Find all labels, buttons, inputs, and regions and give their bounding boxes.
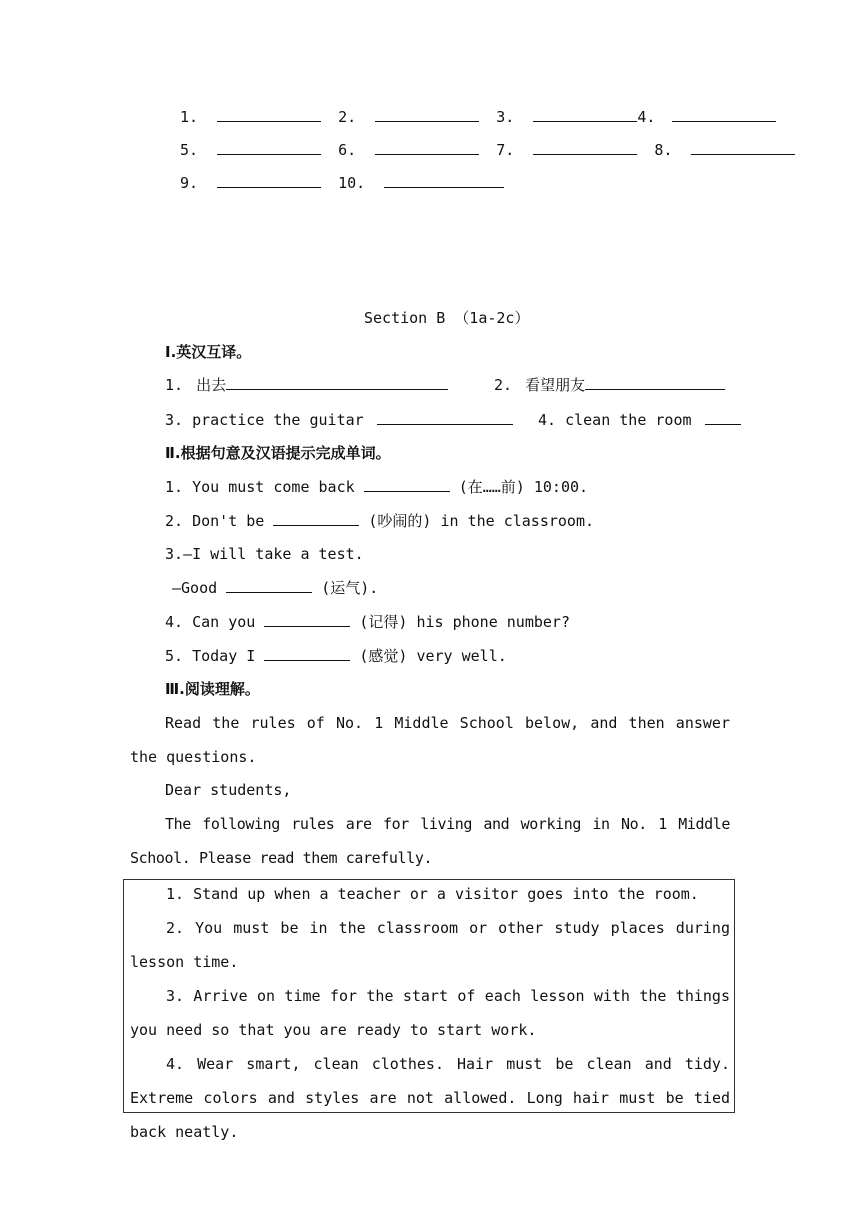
answer-blank[interactable] [585, 375, 725, 390]
item-text: 出去 [196, 376, 227, 394]
answer-blank[interactable] [217, 107, 321, 122]
answer-num: 2. [338, 108, 357, 126]
chinese-hint: (记得) [359, 613, 408, 631]
answer-blank[interactable] [375, 140, 479, 155]
answer-blank[interactable] [691, 140, 795, 155]
answer-num: 7. [496, 141, 515, 159]
part1-heading: Ⅰ.英汉互译。 [165, 343, 252, 361]
part2-item-3-line1 [165, 544, 364, 564]
part3-heading: Ⅲ.阅读理解。 [165, 680, 260, 698]
answer-blank[interactable] [273, 511, 359, 526]
answer-num: 10. [338, 174, 366, 192]
rule-item: 2. You must be in the classroom or other study places during lesson time. [130, 919, 730, 971]
item-text: clean the room [565, 411, 692, 429]
reading-greeting: Dear students, [165, 781, 292, 799]
part1-item-3 [165, 410, 513, 430]
item-text: —Good [172, 579, 218, 597]
part2-item-2 [165, 511, 594, 531]
answer-num: 6. [338, 141, 357, 159]
chinese-hint: (运气). [321, 579, 379, 597]
part2-item-1 [165, 477, 588, 497]
answer-blank[interactable] [533, 140, 637, 155]
item-text: Can you [192, 613, 256, 631]
item-text: —I will take a test. [183, 545, 364, 563]
answer-blank[interactable] [375, 107, 479, 122]
item-num: 4. [165, 613, 184, 631]
part2-heading: Ⅱ.根据句意及汉语提示完成单词。 [165, 444, 391, 462]
item-text: in the classroom. [440, 512, 595, 530]
answer-row-1 [180, 107, 776, 127]
answer-blank[interactable] [217, 173, 321, 188]
answer-blank[interactable] [264, 612, 350, 627]
answer-blank[interactable] [217, 140, 321, 155]
answer-blank[interactable] [672, 107, 776, 122]
part2-item-4 [165, 612, 570, 632]
part1-item-4 [538, 410, 741, 430]
item-num: 4. [538, 411, 557, 429]
rules-box [123, 879, 735, 1141]
rule-item: 4. Wear smart, clean clothes. Hair must be clean and tidy. Extreme colors and styles are not allowed. Long hair must be tied back neatly. [130, 1055, 730, 1141]
item-text: Today I [192, 647, 256, 665]
item-num: 1. [165, 478, 184, 496]
item-num: 3. [165, 545, 184, 563]
item-text: 看望朋友 [525, 376, 586, 394]
chinese-hint: (吵闹的) [368, 512, 432, 530]
chinese-hint: (感觉) [359, 647, 408, 665]
part1-item-1 [165, 375, 448, 395]
item-num: 3. [165, 411, 184, 429]
answer-num: 4. [637, 108, 656, 126]
answer-blank[interactable] [533, 107, 637, 122]
rule-item: 3. Arrive on time for the start of each lesson with the things you need so that you are ready to start work. [130, 987, 730, 1039]
answer-blank[interactable] [377, 410, 513, 425]
answer-num: 1. [180, 108, 199, 126]
item-text: practice the guitar [192, 411, 364, 429]
item-text: 10:00. [533, 478, 589, 496]
item-num: 2. [165, 512, 184, 530]
answer-blank[interactable] [364, 477, 450, 492]
item-text: Don't be [192, 512, 265, 530]
answer-num: 3. [496, 108, 515, 126]
answer-num: 5. [180, 141, 199, 159]
answer-num: 9. [180, 174, 199, 192]
answer-blank[interactable] [264, 646, 350, 661]
part2-item-5 [165, 646, 507, 666]
answer-blank[interactable] [705, 410, 741, 425]
item-num: 2. [494, 376, 513, 394]
answer-row-2 [180, 140, 795, 160]
section-title: Section B （1a-2c） [364, 309, 530, 327]
item-num: 1. [165, 376, 184, 394]
part1-item-2 [494, 375, 725, 395]
answer-blank[interactable] [226, 578, 312, 593]
item-text: his phone number? [416, 613, 570, 631]
answer-row-3 [180, 173, 504, 193]
item-num: 5. [165, 647, 184, 665]
item-text: very well. [416, 647, 507, 665]
answer-blank[interactable] [384, 173, 504, 188]
part2-item-3-line2 [172, 578, 378, 598]
reading-lead: The following rules are for living and working in No. 1 Middle School. Please read them carefully. [130, 815, 730, 867]
reading-intro: Read the rules of No. 1 Middle School below, and then answer the questions. [130, 714, 730, 766]
chinese-hint: (在……前) [458, 478, 525, 496]
rule-item: 1. Stand up when a teacher or a visitor goes into the room. [166, 885, 699, 903]
item-text: You must come back [192, 478, 355, 496]
answer-num: 8. [654, 141, 673, 159]
answer-blank[interactable] [226, 375, 448, 390]
